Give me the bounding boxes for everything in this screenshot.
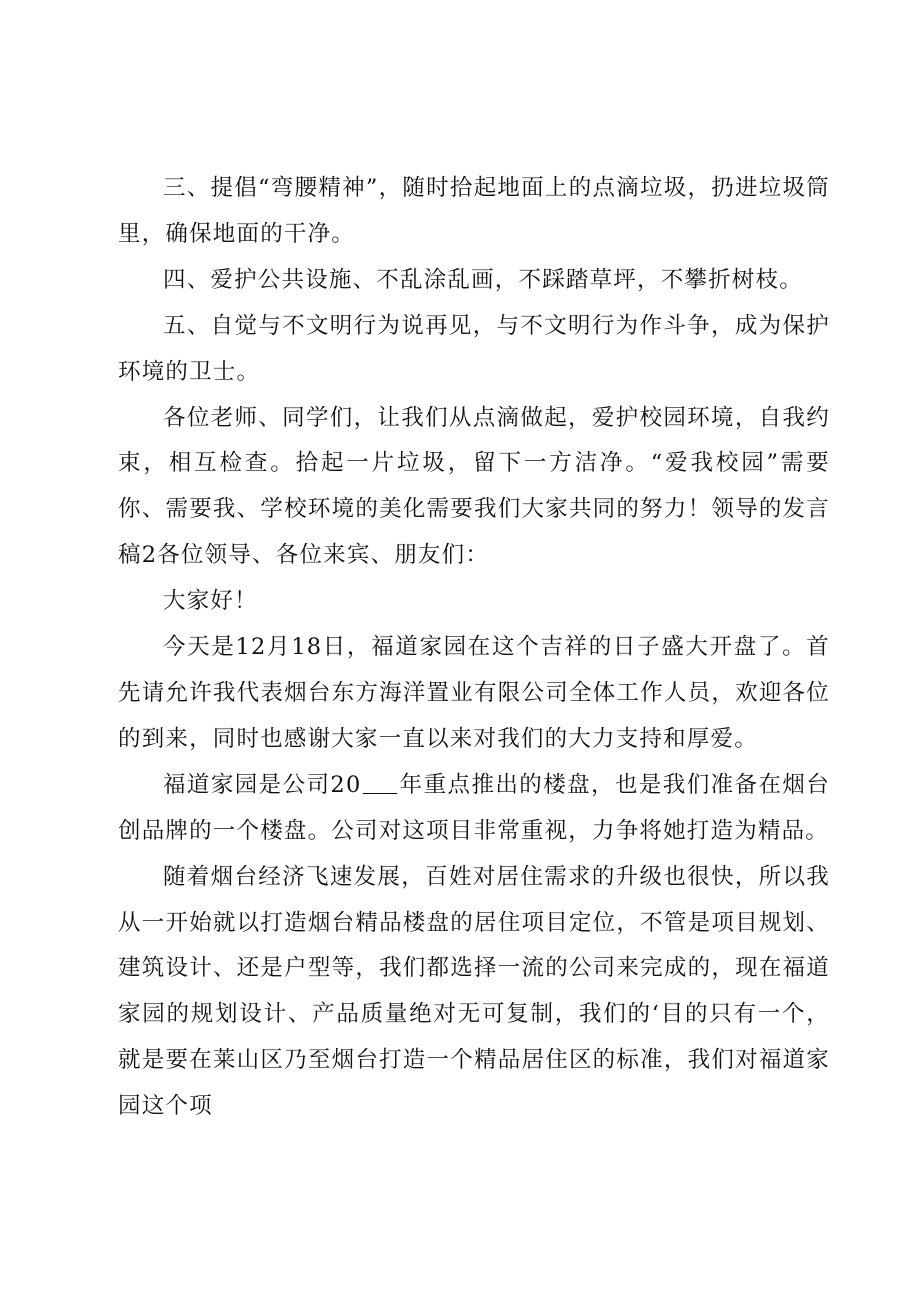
paragraph-project-intro [118,763,830,855]
paragraph-project-intro-start: 福道家园是公司20 [163,771,362,798]
paragraph-opening: 今天是12月18日，福道家园在这个吉祥的日子盛大开盘了。首先请允许我代表烟台东方海洋置业有限公司全体工作人员，欢迎各位的到来，同时也感谢大家一直以来对我们的大力支持和厚爱。 [118,634,830,752]
paragraph-development: 随着烟台经济飞速发展，百姓对居住需求的升级也很快，所以我从一开始就以打造烟台精品楼盘的居住项目定位，不管是项目规划、建筑设计、还是户型等，我们都选择一流的公司来完成的，现在福道家园的规划设计、产品质量绝对无可复制，我们的‘目的只有一个，就是要在莱山区乃至烟台打造一个精品居住区的标准，我们对福道家园这个项 [118,863,830,1120]
paragraph-item-four: 四、爱护公共设施、不乱涂乱画，不踩踏草坪，不攀折树枝。 [163,266,803,293]
paragraph-appeal: 各位老师、同学们，让我们从点滴做起，爱护校园环境，自我约束，相互检查。拾起一片垃圾，留下一方洁净。“爱我校园”需要你、需要我、学校环境的美化需要我们大家共同的努力！领导的发言稿2各位领导、各位来宾、朋友们： [118,404,830,569]
paragraph-item-three: 三、提倡“弯腰精神”，随时拾起地面上的点滴垃圾，扔进垃圾筒里，确保地面的干净。 [118,175,830,247]
paragraph-project-intro-end: 年重点推出的楼盘，也是我们准备在烟台创品牌的一个楼盘。公司对这项目非常重视，力争将她打造为精品。 [118,771,830,844]
paragraph-greeting: 大家好！ [163,588,258,615]
paragraph-item-five: 五、自觉与不文明行为说再见，与不文明行为作斗争，成为保护环境的卫士。 [118,312,830,385]
document-body [118,166,830,1130]
year-blank-line [363,773,397,794]
